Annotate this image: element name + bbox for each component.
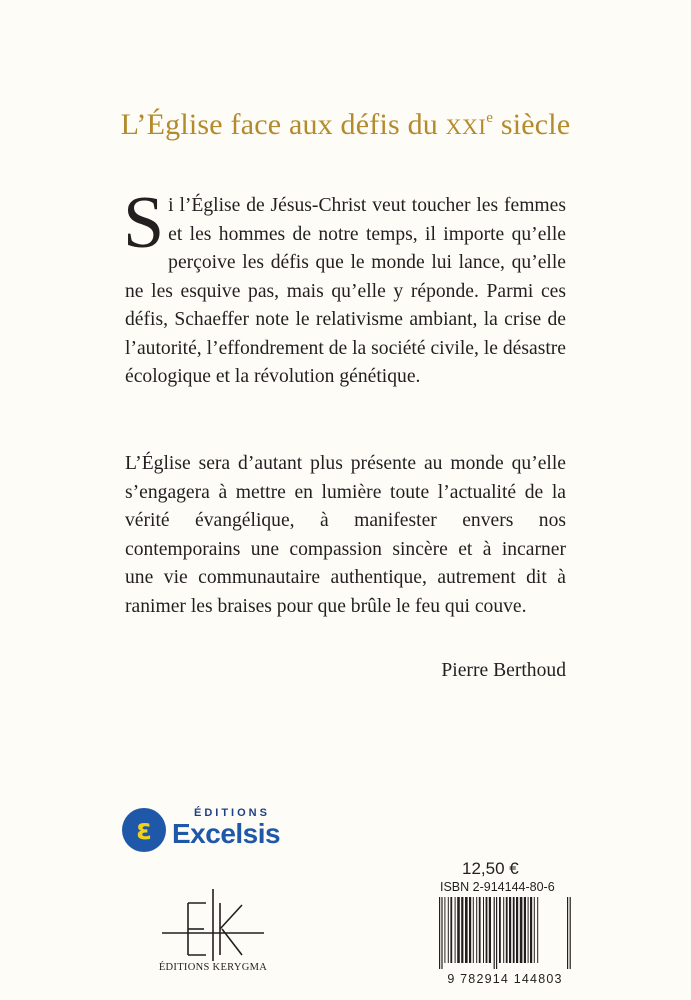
barcode-bar [509,897,511,963]
barcode-bar [489,897,491,963]
kerygma-mark-icon [158,885,268,965]
barcode-bar [465,897,468,963]
barcode-bar [476,897,477,963]
barcode-bar [473,897,474,963]
excelsis-logo [120,800,290,860]
barcode-bar [494,897,495,969]
barcode-bar [439,897,440,969]
title-century-suffix: e [486,110,494,126]
barcode-bar [528,897,529,963]
summary-paragraph-1-text: i l’Église de Jésus-Christ veut toucher les femmes et les hommes de notre temps, il importe qu’elle perçoive les défis que le monde lui lance, qu’elle ne les esquive pas, mais qu’elle y réponde. Parmi ces défis, Schaeffer note le relativisme ambiant, la crise de l’autorité, l’effondrement de la société civile, le désastre écologique et la révolution génétique. [125,195,566,387]
title-main: L’Église face aux défis du [120,108,446,141]
barcode-bar [513,897,515,963]
back-cover-title [0,108,691,142]
title-century-numeral: XXI [445,114,487,139]
barcode-bar [524,897,526,963]
barcode-bar [441,897,442,969]
barcode-bar [520,897,523,963]
summary-paragraph-1 [123,182,566,392]
barcode-bar [534,897,535,963]
barcode-bar [448,897,449,963]
barcode-bar [461,897,463,963]
barcode-bar [567,897,568,969]
barcode-bar [483,897,484,963]
barcode-bar [506,897,508,963]
excelsis-editions-label: ÉDITIONS [194,807,270,819]
isbn: ISBN 2-914144-80-6 [440,880,555,894]
barcode-bar [530,897,532,963]
barcode-bar [444,897,445,963]
excelsis-globe-icon [122,808,166,852]
barcode-number: 9 782914 144803 [447,972,563,986]
barcode-bar [457,897,460,963]
kerygma-label: ÉDITIONS KERYGMA [158,962,268,973]
barcode-bar [450,897,452,963]
author-signature: Pierre Berthoud [441,660,566,681]
summary-paragraph-2: L’Église sera d’autant plus présente au monde qu’elle s’engagera à mettre en lumière toute l’actualité de la vérité évangélique, à manifester envers nos contemporains une compassion sincère et à incarner une vie communautaire authentique, autrement dit à ranimer les braises pour que brûle le feu qui couve. [125,453,566,617]
barcode-bar [537,897,538,963]
barcode-bar [469,897,471,963]
barcode-bar [503,897,504,963]
excelsis-brand-name: Excelsis [172,818,281,849]
barcode-bar [516,897,518,963]
barcode-bar [486,897,488,963]
barcode-bar [570,897,571,969]
kerygma-logo [158,885,268,985]
barcode-bar [479,897,481,963]
price: 12,50 € [462,859,519,878]
title-end: siècle [493,108,571,141]
barcode-bar [496,897,497,969]
barcode-bar [499,897,501,963]
barcode-icon [437,897,573,969]
excelsis-swoosh-icon: ε [136,813,152,846]
drop-cap: S [123,182,165,264]
barcode-bar [455,897,456,963]
